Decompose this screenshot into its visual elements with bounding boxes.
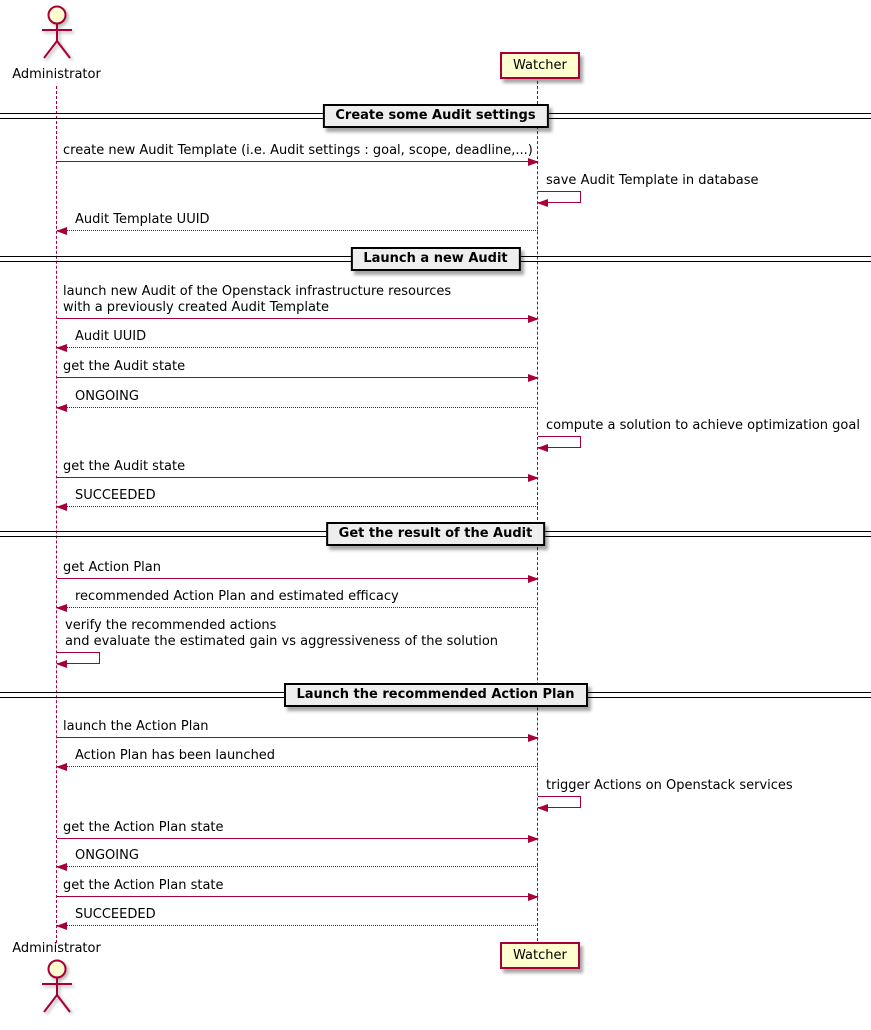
- message-label: Action Plan has been launched: [75, 748, 276, 763]
- arrowhead-right-icon: [528, 835, 539, 843]
- actor-icon: [35, 959, 79, 1017]
- arrowhead-left-icon: [56, 922, 67, 930]
- return-succeeded-2: [57, 907, 538, 926]
- arrowhead-right-icon: [528, 374, 539, 382]
- message-label: get Action Plan: [63, 560, 161, 575]
- message-label: launch the Action Plan: [63, 719, 209, 734]
- arrowhead-right-icon: [528, 474, 539, 482]
- message-get-action-plan-state-2: [57, 878, 538, 897]
- arrowhead-left-icon: [56, 344, 67, 352]
- self-message-save-audit-template: [538, 173, 759, 203]
- arrowhead-left-icon: [56, 604, 67, 612]
- message-label-line2: with a previously created Audit Template: [63, 300, 330, 315]
- arrowhead-left-icon: [56, 660, 67, 668]
- arrowhead-right-icon: [528, 893, 539, 901]
- arrowhead-left-icon: [56, 227, 67, 235]
- message-get-action-plan: [57, 560, 538, 579]
- message-label: get the Action Plan state: [63, 820, 224, 835]
- message-label: Audit UUID: [75, 329, 147, 344]
- message-get-audit-state-1: [57, 359, 538, 378]
- message-launch-action-plan: [57, 719, 538, 738]
- arrowhead-left-icon: [56, 404, 67, 412]
- administrator-label: Administrator: [12, 941, 101, 956]
- administrator-label: Administrator: [12, 67, 101, 82]
- participant-watcher-bottom: [500, 942, 580, 969]
- message-label: recommended Action Plan and estimated efficacy: [75, 589, 399, 604]
- self-loop: [538, 191, 581, 203]
- return-recommended-action-plan: [57, 589, 538, 608]
- actor-icon: [35, 5, 79, 63]
- self-message-verify-actions: [57, 618, 498, 664]
- message-label: SUCCEEDED: [75, 907, 156, 922]
- arrowhead-left-icon: [56, 863, 67, 871]
- return-ongoing-1: [57, 389, 538, 408]
- divider-label: Create some Audit settings: [322, 104, 548, 128]
- message-label: get the Audit state: [63, 459, 186, 474]
- participant-watcher-top: [500, 52, 580, 79]
- message-create-audit-template: [57, 143, 538, 162]
- arrowhead-right-icon: [528, 575, 539, 583]
- message-label: compute a solution to achieve optimization goal: [546, 418, 860, 433]
- message-label: get the Action Plan state: [63, 878, 224, 893]
- arrowhead-right-icon: [528, 315, 539, 323]
- message-label: verify the recommended actions: [65, 618, 277, 633]
- message-label: ONGOING: [75, 848, 139, 863]
- arrowhead-left-icon: [537, 804, 548, 812]
- divider-create-audit-settings: [0, 104, 871, 130]
- self-message-trigger-actions: [538, 778, 793, 808]
- arrowhead-right-icon: [528, 734, 539, 742]
- message-label: launch new Audit of the Openstack infrastructure resources: [63, 284, 452, 299]
- self-message-compute-solution: [538, 418, 860, 448]
- message-get-action-plan-state-1: [57, 820, 538, 839]
- return-action-plan-launched: [57, 748, 538, 767]
- arrowhead-left-icon: [537, 444, 548, 452]
- participant-administrator-bottom: [0, 941, 113, 1017]
- divider-launch-recommended-action-plan: [0, 683, 871, 709]
- message-label: SUCCEEDED: [75, 488, 156, 503]
- arrowhead-left-icon: [56, 503, 67, 511]
- message-label: trigger Actions on Openstack services: [546, 778, 793, 793]
- message-label: get the Audit state: [63, 359, 186, 374]
- watcher-label: Watcher: [513, 58, 567, 73]
- divider-launch-new-audit: [0, 247, 871, 273]
- message-label: ONGOING: [75, 389, 139, 404]
- arrowhead-right-icon: [528, 158, 539, 166]
- return-audit-uuid: [57, 329, 538, 348]
- divider-label: Launch the recommended Action Plan: [283, 683, 587, 707]
- arrowhead-left-icon: [537, 199, 548, 207]
- message-get-audit-state-2: [57, 459, 538, 478]
- divider-get-result-of-audit: [0, 522, 871, 548]
- divider-label: Get the result of the Audit: [326, 522, 546, 546]
- self-loop: [57, 652, 100, 664]
- message-label: Audit Template UUID: [75, 212, 210, 227]
- self-loop: [538, 796, 581, 808]
- watcher-label: Watcher: [513, 948, 567, 963]
- message-launch-new-audit: [57, 284, 538, 319]
- self-loop: [538, 436, 581, 448]
- message-label: save Audit Template in database: [546, 173, 759, 188]
- message-label-line2: and evaluate the estimated gain vs aggressiveness of the solution: [65, 634, 499, 649]
- divider-label: Launch a new Audit: [350, 247, 520, 271]
- return-audit-template-uuid: [57, 212, 538, 231]
- participant-administrator-top: [0, 5, 113, 82]
- watcher-lifeline: [537, 81, 538, 941]
- return-succeeded-1: [57, 488, 538, 507]
- message-label: create new Audit Template (i.e. Audit settings : goal, scope, deadline,...): [63, 143, 533, 158]
- return-ongoing-2: [57, 848, 538, 867]
- arrowhead-left-icon: [56, 763, 67, 771]
